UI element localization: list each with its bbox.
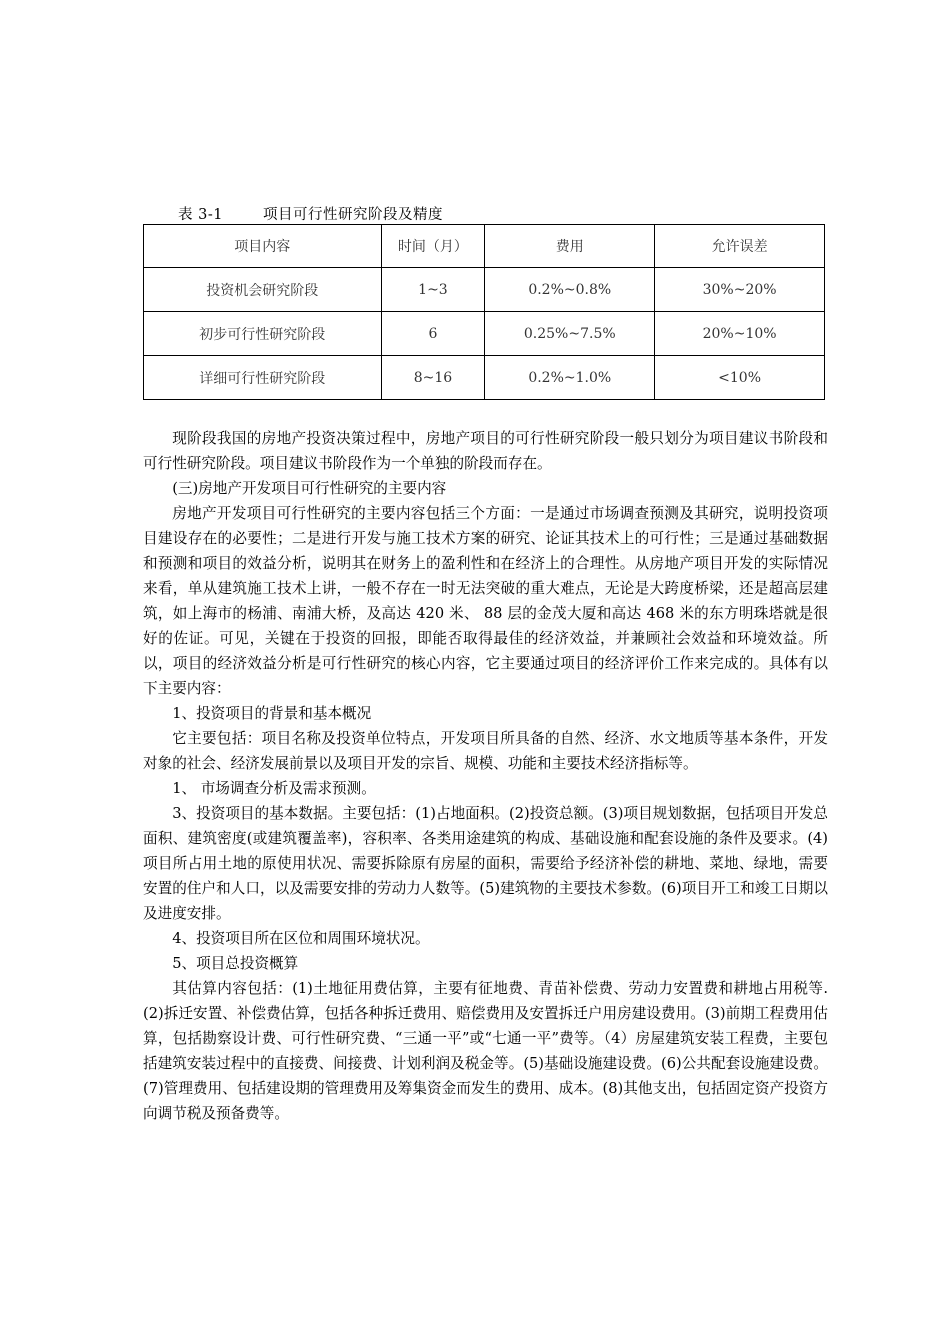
table-cell: 投资机会研究阶段 — [144, 268, 382, 312]
section-heading: (三)房地产开发项目可行性研究的主要内容 — [172, 480, 447, 497]
table-cell: 1~3 — [381, 268, 485, 312]
paragraph: 现阶段我国的房地产投资决策过程中，房地产项目的可行性研究阶段一般只划分为项目建议书阶段和可行性研究阶段。项目建议书阶段作为一个单独的阶段而存在。 — [143, 430, 828, 472]
table-header-row — [144, 225, 825, 268]
table-header-cell: 费用 — [485, 225, 655, 268]
list-heading: 1、投资项目的背景和基本概况 — [172, 705, 372, 722]
table-cell: 详细可行性研究阶段 — [144, 356, 382, 400]
list-heading: 4、投资项目所在区位和周围环境状况。 — [172, 930, 430, 947]
table-header-cell: 时间（月） — [381, 225, 485, 268]
table-cell: 0.25%~7.5% — [485, 312, 655, 356]
paragraph: 其估算内容包括：(1)土地征用费估算，主要有征地费、青苗补偿费、劳动力安置费和耕地占用税等. (2)拆迁安置、补偿费估算，包括各种拆迁费用、赔偿费用及安置拆迁户用房建设费用。(3)前期工程费用估算，包括勘察设计费、可行性研究费、“三通一平”或“七通一平”费等。（4）房屋建筑安装工程费，主要包括建筑安装过程中的直接费、间接费、计划利润及税金等。(5)基础设施建设费。(6)公共配套设施建设费。(7)管理费用、包括建设期的管理费用及筹集资金而发生的费用、成本。(8)其他支出，包括固定资产投资方向调节税及预备费等。 — [143, 980, 828, 1122]
research-stage-table — [143, 224, 825, 400]
table-cell: <10% — [655, 356, 825, 400]
table-header-cell: 项目内容 — [144, 225, 382, 268]
table-cell: 8~16 — [381, 356, 485, 400]
list-heading: 1、 市场调查分析及需求预测。 — [172, 780, 376, 797]
table-cell: 0.2%~1.0% — [485, 356, 655, 400]
table-cell: 0.2%~0.8% — [485, 268, 655, 312]
table-cell: 初步可行性研究阶段 — [144, 312, 382, 356]
table-caption-number: 表 3-1 — [178, 207, 223, 223]
table-row — [144, 356, 825, 400]
table-row — [144, 312, 825, 356]
table-cell: 6 — [381, 312, 485, 356]
table-caption-title: 项目可行性研究阶段及精度 — [262, 207, 443, 223]
table-cell: 30%~20% — [655, 268, 825, 312]
paragraph: 3、投资项目的基本数据。主要包括：(1)占地面积。(2)投资总额。(3)项目规划数据，包括项目开发总面积、建筑密度(或建筑覆盖率)，容积率、各类用途建筑的构成、基础设施和配套设施的条件及要求。(4)项目所占用土地的原使用状况、需要拆除原有房屋的面积，需要给予经济补偿的耕地、菜地、绿地，需要安置的住户和人口，以及需要安排的劳动力人数等。(5)建筑物的主要技术参数。(6)项目开工和竣工日期以及进度安排。 — [143, 805, 828, 922]
document-body — [143, 426, 828, 1126]
list-heading: 5、项目总投资概算 — [172, 955, 299, 972]
table-header-cell: 允许误差 — [655, 225, 825, 268]
paragraph: 它主要包括：项目名称及投资单位特点，开发项目所具备的自然、经济、水文地质等基本条件，开发对象的社会、经济发展前景以及项目开发的宗旨、规模、功能和主要技术经济指标等。 — [143, 730, 828, 772]
table-cell: 20%~10% — [655, 312, 825, 356]
table-row — [144, 268, 825, 312]
paragraph: 房地产开发项目可行性研究的主要内容包括三个方面：一是通过市场调查预测及其研究，说明投资项目建设存在的必要性；二是进行开发与施工技术方案的研究、论证其技术上的可行性；三是通过基础数据和预测和项目的效益分析，说明其在财务上的盈利性和在经济上的合理性。从房地产项目开发的实际情况来看，单从建筑施工技术上讲，一般不存在一时无法突破的重大难点，无论是大跨度桥梁，还是超高层建筑，如上海市的杨浦、南浦大桥，及高达 420 米、 88 层的金茂大厦和高达 468 米的东方明珠塔就是很好的佐证。可见，关键在于投资的回报，即能否取得最佳的经济效益，并兼顾社会效益和环境效益。所以，项目的经济效益分析是可行性研究的核心内容，它主要通过项目的经济评价工作来完成的。具体有以下主要内容： — [143, 505, 828, 697]
table-caption — [178, 203, 443, 224]
